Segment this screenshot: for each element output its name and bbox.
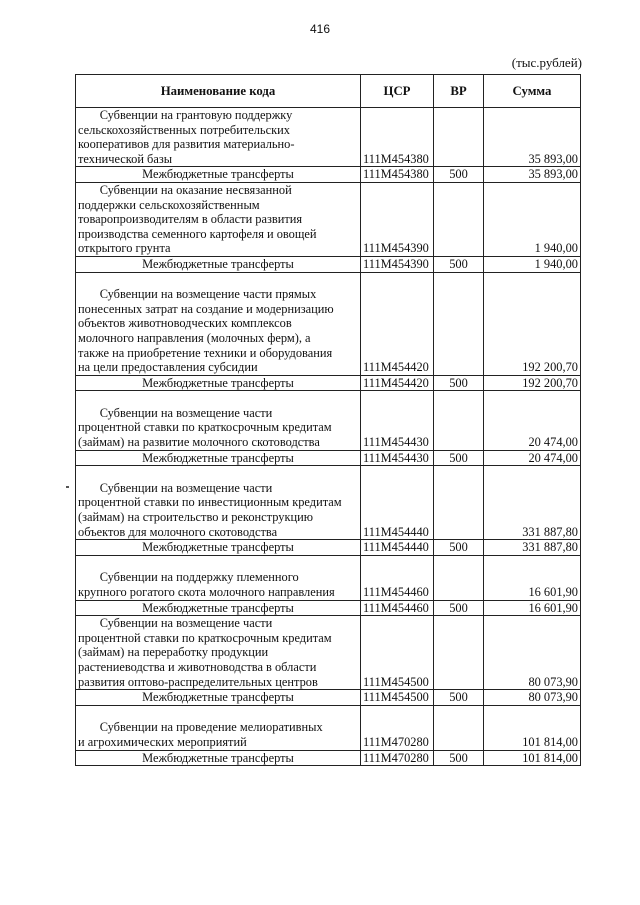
vr-code [434,108,484,167]
csr-code: 111М454460 [361,555,434,600]
subvention-title-text: Субвенции на оказание несвязанной поддержки сельскохозяйственным товаропроизводителям в области развития производства семенного картофеля и овощей открытого грунта [78,182,317,256]
csr-code: 111М454430 [361,450,434,466]
amount: 192 200,70 [484,375,581,391]
subvention-title-text: Субвенции на возмещение части прямых понесенных затрат на создание и модернизацию объектов животноводческих комплексов молочного направления (молочных ферм), а также на приобретение техники и оборудования на цели предоставления субсидии [78,287,334,375]
header-vr: ВР [434,75,484,108]
vr-code: 500 [434,375,484,391]
table-row [76,750,581,766]
vr-code [434,272,484,375]
subvention-title-text: Субвенции на возмещение части процентной ставки по краткосрочным кредитам (займам) на развитие молочного скотоводства [78,405,332,450]
amount: 35 893,00 [484,108,581,167]
csr-code: 111М454420 [361,375,434,391]
subvention-title [76,466,361,540]
subvention-title [76,108,361,167]
amount: 1 940,00 [484,256,581,272]
table-row [76,391,581,450]
vr-code: 500 [434,690,484,706]
table-row [76,600,581,616]
csr-code: 111М470280 [361,705,434,750]
table-row [76,272,581,375]
csr-code: 111М454440 [361,466,434,540]
vr-code [434,616,484,690]
vr-code [434,466,484,540]
subvention-title [76,705,361,750]
vr-code [434,555,484,600]
vr-code: 500 [434,750,484,766]
transfer-name: Межбюджетные трансферты [76,375,361,391]
table-row [76,705,581,750]
amount: 331 887,80 [484,466,581,540]
amount: 35 893,00 [484,167,581,183]
amount: 16 601,90 [484,555,581,600]
transfer-name: Межбюджетные трансферты [76,450,361,466]
header-csr: ЦСР [361,75,434,108]
transfer-name: Межбюджетные трансферты [76,256,361,272]
table-row [76,555,581,600]
csr-code: 111М454500 [361,690,434,706]
table-row [76,375,581,391]
csr-code: 111М454500 [361,616,434,690]
table-body [76,108,581,766]
csr-code: 111М470280 [361,750,434,766]
transfer-name: Межбюджетные трансферты [76,540,361,556]
amount: 16 601,90 [484,600,581,616]
table-row [76,616,581,690]
csr-code: 111М454390 [361,182,434,256]
subvention-title-text: Субвенции на проведение мелиоративных и агрохимических мероприятий [78,720,323,749]
subvention-title-text: Субвенции на возмещение части процентной ставки по краткосрочным кредитам (займам) на переработку продукции растениеводства и животноводства в области развития оптово-распределительных центров [78,616,332,689]
vr-code: 500 [434,256,484,272]
units-note: (тыс.рублей) [511,55,582,70]
csr-code: 111М454380 [361,108,434,167]
vr-code [434,391,484,450]
subvention-title-text: Субвенции на грантовую поддержку сельскохозяйственных потребительских кооперативов для развития материально- технической базы [78,108,295,166]
subvention-title [76,272,361,375]
table-row [76,690,581,706]
table-row [76,450,581,466]
table-row [76,167,581,183]
csr-code: 111М454390 [361,256,434,272]
subvention-title-text: Субвенции на возмещение части процентной ставки по инвестиционным кредитам (займам) на строительство и реконструкцию объектов для молочного скотоводства [78,480,342,539]
csr-code: 111М454460 [361,600,434,616]
table-row [76,108,581,167]
header-sum: Сумма [484,75,581,108]
amount: 101 814,00 [484,750,581,766]
transfer-name: Межбюджетные трансферты [76,167,361,183]
csr-code: 111М454420 [361,272,434,375]
subvention-title-text: Субвенции на поддержку племенного крупного рогатого скота молочного направления [78,570,335,599]
vr-code [434,182,484,256]
budget-table [75,74,581,766]
amount: 192 200,70 [484,272,581,375]
vr-code: 500 [434,167,484,183]
table-row [76,540,581,556]
amount: 101 814,00 [484,705,581,750]
subvention-title [76,182,361,256]
scan-mark [66,486,69,488]
amount: 80 073,90 [484,616,581,690]
transfer-name: Межбюджетные трансферты [76,600,361,616]
table-row [76,466,581,540]
amount: 80 073,90 [484,690,581,706]
subvention-title [76,391,361,450]
amount: 20 474,00 [484,391,581,450]
vr-code [434,705,484,750]
vr-code: 500 [434,600,484,616]
amount: 1 940,00 [484,182,581,256]
csr-code: 111М454430 [361,391,434,450]
table-row [76,182,581,256]
transfer-name: Межбюджетные трансферты [76,690,361,706]
csr-code: 111М454440 [361,540,434,556]
amount: 20 474,00 [484,450,581,466]
table-row [76,256,581,272]
vr-code: 500 [434,450,484,466]
transfer-name: Межбюджетные трансферты [76,750,361,766]
csr-code: 111М454380 [361,167,434,183]
amount: 331 887,80 [484,540,581,556]
vr-code: 500 [434,540,484,556]
page-number: 416 [309,22,331,36]
table-header-row [76,75,581,108]
subvention-title [76,555,361,600]
header-name: Наименование кода [76,75,361,108]
subvention-title [76,616,361,690]
